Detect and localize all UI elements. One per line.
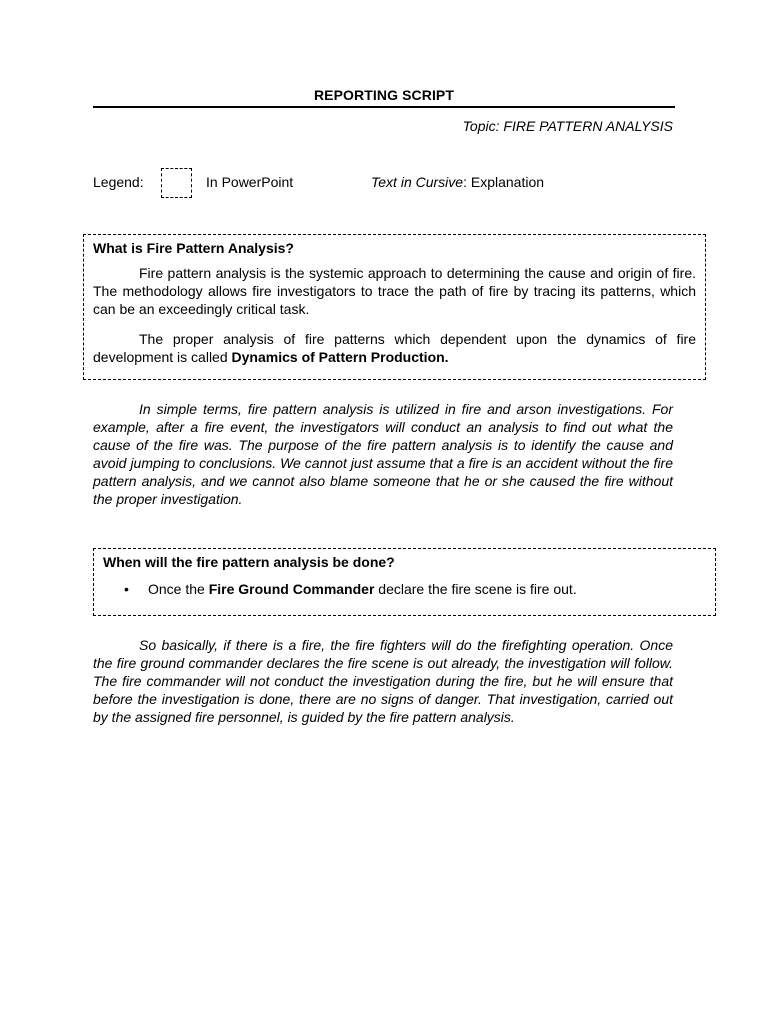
definition-paragraph: Fire pattern analysis is the systemic approach to determining the cause and origin of fire. The methodology allows fire investigators to trace the path of fire by tracing its patterns, which can be an exceedingly critical task.	[93, 265, 696, 317]
powerpoint-box-what-is	[83, 234, 706, 380]
bullet-term: Fire Ground Commander	[208, 581, 375, 597]
legend-cursive-meaning: : Explanation	[463, 174, 545, 190]
bullet-text-end: declare the fire scene is fire out.	[374, 581, 577, 597]
bullet-icon: •	[124, 581, 129, 597]
legend-box-meaning: In PowerPoint	[206, 174, 294, 190]
legend-dashed-box-icon	[161, 168, 192, 198]
dynamics-term: Dynamics of Pattern Production.	[231, 349, 449, 365]
explanation-paragraph-2: So basically, if there is a fire, the fire fighters will do the firefighting operation. Once the fire ground commander declares the fire scene is out already, the investigation will follow. The fire commander will not conduct the investigation during the fire, but he will ensure that before the investigation is done, there are no signs of danger. That investigation, carried out by the assigned fire personnel, is guided by the fire pattern analysis.	[93, 637, 673, 725]
dynamics-paragraph	[93, 330, 696, 366]
legend-cursive-note	[371, 174, 544, 190]
topic-value: FIRE PATTERN ANALYSIS	[503, 118, 673, 134]
legend-label: Legend:	[93, 174, 144, 190]
legend	[93, 174, 693, 194]
explanation-paragraph-1: In simple terms, fire pattern analysis is utilized in fire and arson investigations. For example, after a fire event, the investigators will conduct an analysis to find out what the cause of the fire was. The purpose of the fire pattern analysis is to identify the cause and avoid jumping to conclusions. We cannot just assume that a fire is an accident without the fire pattern analysis, and we cannot also blame someone that he or she caused the fire without the proper investigation.	[93, 401, 673, 507]
topic-label: Topic:	[462, 118, 500, 134]
section-heading-what-is: What is Fire Pattern Analysis?	[93, 240, 294, 256]
bullet-text-start: Once the	[148, 581, 209, 597]
bullet-item	[124, 581, 577, 597]
powerpoint-box-when	[93, 548, 716, 616]
title-rule	[93, 106, 675, 108]
topic-line	[463, 118, 673, 134]
page-title: REPORTING SCRIPT	[313, 87, 455, 103]
dynamics-paragraph-text: The proper analysis of fire patterns which dependent upon the dynamics of fire development is called	[93, 331, 696, 365]
section-heading-when: When will the fire pattern analysis be done?	[103, 554, 395, 570]
legend-cursive-label: Text in Cursive	[371, 174, 464, 190]
